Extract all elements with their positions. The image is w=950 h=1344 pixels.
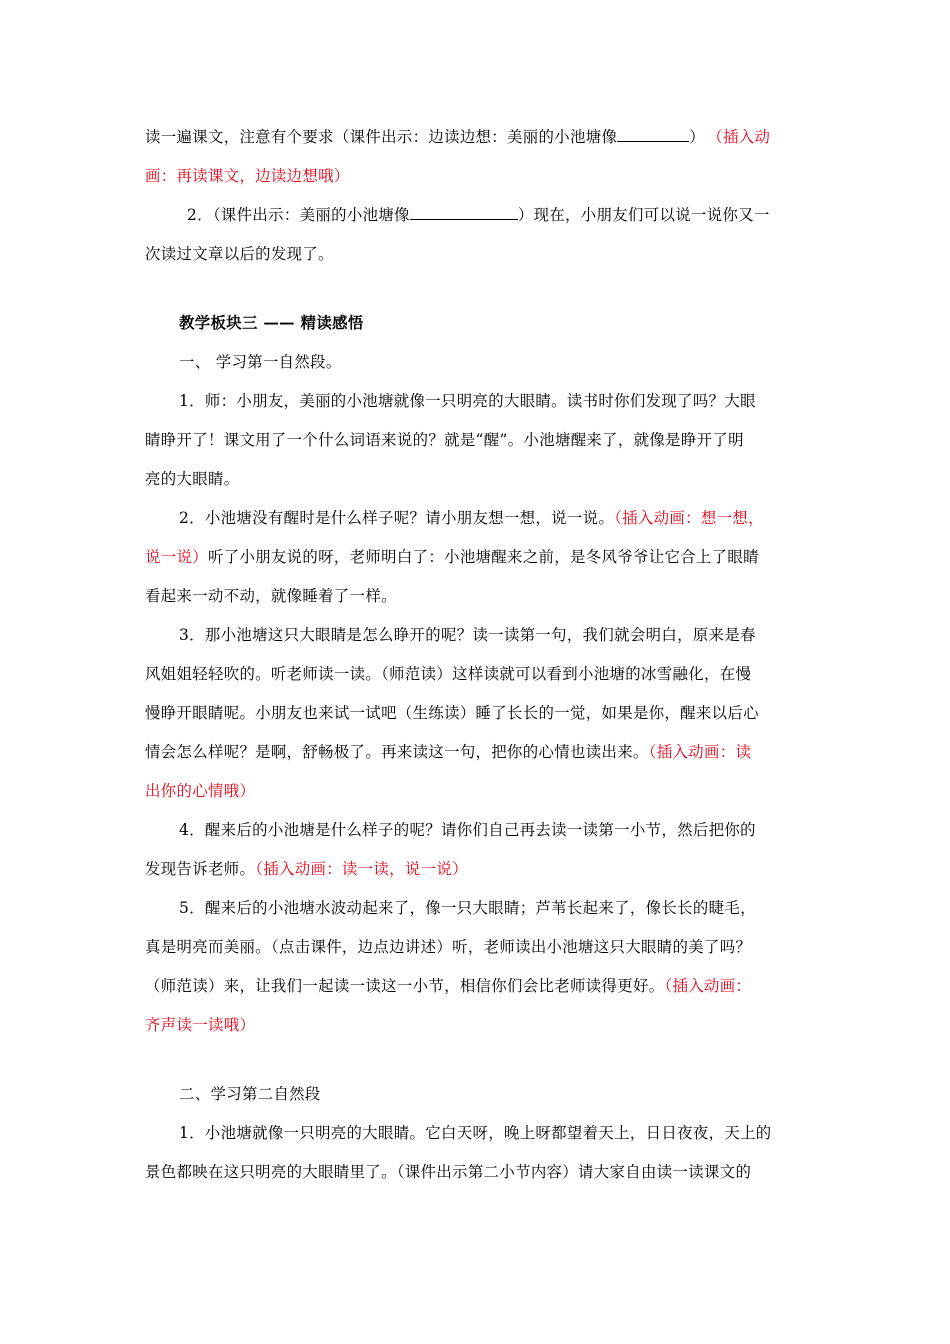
paragraph-line [145, 196, 810, 235]
paragraph-line: 1．小池塘就像一只明亮的大眼睛。它白天呀，晚上呀都望着天上，日日夜夜，天上的 [179, 1124, 772, 1142]
document-page [145, 118, 810, 1192]
paragraph-line: 睛睁开了！课文用了一个什么词语来说的？就是“醒”。小池塘醒来了，就像是睁开了明 [145, 431, 744, 449]
section-heading: 教学板块三 —— 精读感悟 [179, 314, 364, 332]
text-segment: （师范读）来，让我们一起读一读这一小节，相信你们会比老师读得更好。 [145, 977, 665, 995]
text-segment: 读一遍课文，注意有个要求（课件出示：边读边想：美丽的小池塘像 [145, 128, 618, 146]
red-annotation-line: 出你的心情哦） [145, 782, 256, 800]
paragraph-line: 4．醒来后的小池塘是什么样子的呢？请你们自己再去读一读第一小节，然后把你的 [179, 821, 756, 839]
text-segment: ） [689, 128, 705, 146]
red-annotation: （插入动画：读一读，说一说） [255, 860, 468, 878]
red-annotation: （插入动画：读 [648, 743, 752, 761]
red-annotation: （插入动画： [664, 977, 752, 995]
red-annotation: 说一说） [145, 548, 208, 566]
text-segment: 情会怎么样呢？是啊，舒畅极了。再来读这一句，把你的心情也读出来。 [145, 743, 649, 761]
paragraph-line: 1．师：小朋友，美丽的小池塘就像一只明亮的大眼睛。读书时你们发现了吗？大眼 [179, 392, 756, 410]
text-segment: ）现在，小朋友们可以说一说你又一 [517, 206, 770, 224]
text-segment: 发现告诉老师。 [145, 860, 256, 878]
paragraph-line: 看起来一动不动，就像睡着了一样。 [145, 587, 397, 605]
subsection-heading: 一、 学习第一自然段。 [179, 353, 342, 371]
paragraph-line: 风姐姐轻轻吹的。听老师读一读。（师范读）这样读就可以看到小池塘的冰雪融化，在慢 [145, 665, 752, 683]
fill-in-blank [617, 129, 689, 142]
paragraph-line: 5．醒来后的小池塘水波动起来了，像一只大眼睛；芦苇长起来了，像长长的睫毛， [179, 899, 756, 917]
text-segment: （课件出示：美丽的小池塘像 [212, 206, 410, 224]
paragraph-line: 真是明亮而美丽。（点击课件，边点边讲述）听，老师读出小池塘这只大眼睛的美了吗？ [145, 938, 752, 956]
red-annotation-line: 画：再读课文，边读边想哦） [145, 167, 350, 185]
red-annotation: （插入动 [714, 128, 771, 146]
paragraph-line: 亮的大眼睛。 [145, 470, 240, 488]
text-segment: 听了小朋友说的呀，老师明白了：小池塘醒来之前，是冬风爷爷让它合上了眼睛 [207, 548, 759, 566]
paragraph-line: 3．那小池塘这只大眼睛是怎么睁开的呢？读一读第一句，我们就会明白，原来是春 [179, 626, 756, 644]
item-number: 2． [187, 206, 213, 224]
paragraph-line [145, 850, 810, 889]
text-segment: 2．小池塘没有醒时是什么样子呢？请小朋友想一想，说一说。 [179, 509, 615, 527]
paragraph-line [145, 538, 810, 577]
subsection-heading: 二、学习第二自然段 [179, 1085, 321, 1103]
fill-in-blank [410, 207, 518, 220]
paragraph-line: 次读过文章以后的发现了。 [145, 245, 334, 263]
red-annotation: （插入动画：想一想， [614, 509, 764, 527]
paragraph-line [145, 118, 810, 157]
red-annotation-line: 齐声读一读哦） [145, 1016, 256, 1034]
paragraph-line [145, 967, 810, 1006]
paragraph-line: 景色都映在这只明亮的大眼睛里了。（课件出示第二小节内容）请大家自由读一读课文的 [145, 1163, 752, 1181]
paragraph-line: 慢睁开眼睛呢。小朋友也来试一试吧（生练读）睡了长长的一觉，如果是你，醒来以后心 [145, 704, 759, 722]
paragraph-line [145, 733, 810, 772]
paragraph-line [145, 499, 810, 538]
